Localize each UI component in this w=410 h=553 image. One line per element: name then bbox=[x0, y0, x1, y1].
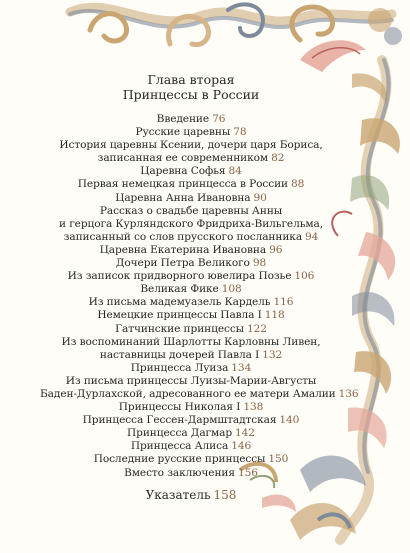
toc-entry-title: записанная ее современником bbox=[97, 152, 269, 165]
toc-entry[interactable] bbox=[40, 453, 342, 466]
toc-page-number: 76 bbox=[212, 113, 226, 125]
toc-entry[interactable] bbox=[40, 309, 342, 322]
toc-entry[interactable] bbox=[40, 401, 342, 414]
toc-entry[interactable] bbox=[40, 178, 342, 191]
toc-page-number: 140 bbox=[279, 414, 300, 427]
toc-page-number: 106 bbox=[294, 270, 315, 283]
toc-entry-title: Первая немецкая принцесса в России bbox=[77, 178, 288, 191]
toc-entry-title: История царевны Ксении, дочери царя Бориса, bbox=[59, 139, 323, 152]
toc-entry[interactable] bbox=[40, 192, 342, 205]
toc-page-number: 82 bbox=[271, 152, 285, 165]
toc-entry-title: Дочери Петра Великого bbox=[115, 257, 250, 270]
toc-entry[interactable] bbox=[40, 113, 342, 126]
toc-page-number: 122 bbox=[247, 322, 267, 335]
toc-entry[interactable] bbox=[40, 414, 342, 427]
toc-entry-title: Немецкие принцессы Павла I bbox=[97, 309, 262, 322]
toc-entry-title: Великая Фике bbox=[140, 283, 219, 296]
toc-entry-title: Рассказ о свадьбе царевны Анны bbox=[99, 204, 283, 217]
toc-entry[interactable] bbox=[40, 323, 342, 336]
toc-page-number: 98 bbox=[252, 257, 267, 270]
toc-page-number: 134 bbox=[231, 361, 252, 374]
toc-entry[interactable] bbox=[40, 362, 342, 375]
toc-page-number: 118 bbox=[264, 309, 285, 322]
toc-entry-title: Принцесса Гессен-Дармштадтская bbox=[82, 414, 277, 427]
toc-page-number: 146 bbox=[231, 440, 252, 453]
toc-page-number: 156 bbox=[237, 466, 258, 479]
toc-page-number: 142 bbox=[235, 427, 255, 440]
toc-entry[interactable] bbox=[40, 440, 342, 453]
toc-entry-title: Царевна Софья bbox=[140, 165, 226, 178]
toc-entry[interactable] bbox=[40, 218, 342, 231]
toc-page-number: 84 bbox=[228, 165, 242, 178]
toc-entry-title: Русские царевны bbox=[135, 126, 231, 139]
toc-entry[interactable] bbox=[40, 126, 342, 139]
toc-entry-title: Принцесса Луиза bbox=[130, 361, 229, 374]
toc-entry-title: Царевна Анна Ивановна bbox=[115, 191, 251, 204]
toc-page-number: 136 bbox=[338, 387, 359, 400]
toc-entry-title: записанный со слов прусского посланника bbox=[63, 230, 303, 243]
index-page-number: 158 bbox=[213, 487, 237, 502]
toc-entry-title: Из записок придворного ювелира Позье bbox=[67, 270, 292, 283]
chapter-number: Глава вторая bbox=[147, 72, 235, 87]
toc-page-number: 116 bbox=[273, 296, 294, 309]
toc-entry-title: наставницы дочерей Павла I bbox=[99, 348, 260, 361]
toc-entry-title: Введение bbox=[156, 113, 210, 125]
toc-page-number: 78 bbox=[233, 126, 247, 139]
toc-page-number: 132 bbox=[262, 348, 283, 361]
toc-entry[interactable] bbox=[40, 296, 342, 309]
toc-entry-title: и герцога Курляндского Фридриха-Вильгельма, bbox=[58, 217, 324, 230]
toc-entry[interactable] bbox=[40, 231, 342, 244]
toc-entry[interactable] bbox=[40, 427, 342, 440]
toc-entry[interactable] bbox=[40, 244, 342, 257]
toc-entry-title: Вместо заключения bbox=[124, 466, 235, 479]
toc-entry[interactable] bbox=[40, 349, 342, 362]
table-of-contents bbox=[40, 72, 359, 503]
toc-entry-title: Царевна Екатерина Ивановна bbox=[99, 243, 267, 256]
toc-entry-title: Из письма мадемуазель Кардель bbox=[88, 296, 271, 309]
toc-entry[interactable] bbox=[40, 165, 342, 178]
toc-page-number: 94 bbox=[305, 230, 319, 243]
toc-entry-title: Последние русские принцессы bbox=[93, 453, 266, 466]
toc-entry[interactable] bbox=[40, 283, 342, 296]
toc-page-number: 108 bbox=[221, 283, 242, 296]
toc-entry-title: Баден-Дурлахской, адресованного ее матери Амалии bbox=[40, 387, 336, 400]
toc-page-number: 150 bbox=[268, 453, 289, 466]
toc-entry[interactable] bbox=[40, 257, 342, 270]
toc-entry[interactable] bbox=[40, 152, 342, 165]
toc-entry[interactable] bbox=[40, 270, 342, 283]
toc-entry[interactable] bbox=[40, 467, 342, 480]
toc-entry-title: Из воспоминаний Шарлотты Карловны Ливен, bbox=[61, 335, 321, 348]
toc-entry-title: Гатчинские принцессы bbox=[115, 322, 244, 335]
toc-entry[interactable] bbox=[40, 139, 342, 152]
chapter-title: Принцессы в России bbox=[122, 87, 260, 102]
toc-page-number: 138 bbox=[243, 401, 264, 414]
toc-entry[interactable] bbox=[40, 336, 342, 349]
toc-index-entry[interactable] bbox=[40, 488, 342, 503]
toc-page-number: 96 bbox=[269, 243, 283, 256]
toc-entry[interactable] bbox=[40, 205, 342, 218]
toc-entry-title: Из письма принцессы Луизы-Марии-Августы bbox=[65, 374, 317, 387]
toc-page-number: 90 bbox=[253, 191, 267, 204]
toc-entry-title: Принцессы Николая I bbox=[118, 401, 241, 414]
toc-entry[interactable] bbox=[40, 387, 359, 401]
toc-page-number: 88 bbox=[291, 178, 305, 191]
index-label: Указатель bbox=[145, 487, 211, 502]
toc-entry[interactable] bbox=[40, 375, 342, 388]
toc-entry-title: Принцесса Алиса bbox=[130, 440, 229, 453]
toc-entry-list bbox=[40, 113, 359, 480]
toc-entry-title: Принцесса Дагмар bbox=[127, 427, 233, 440]
